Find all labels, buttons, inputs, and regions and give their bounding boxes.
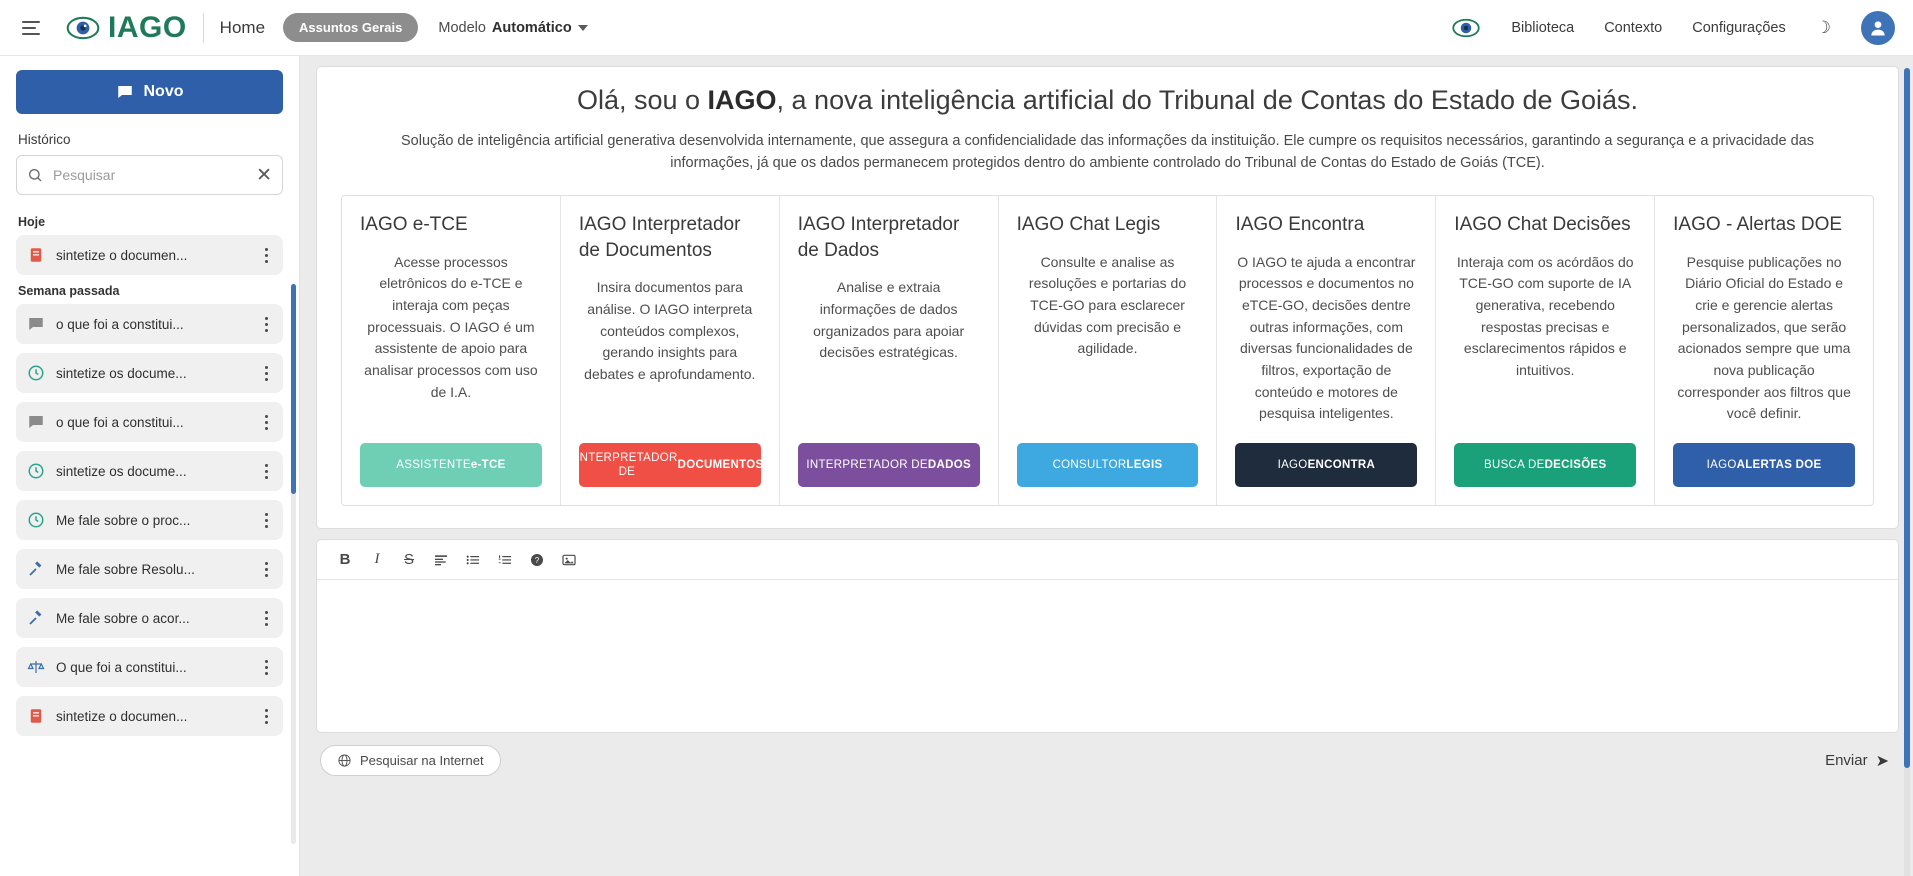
list-item[interactable] [16,696,283,736]
item-menu-icon[interactable] [257,366,275,381]
item-menu-icon[interactable] [257,611,275,626]
document-red-icon [26,706,46,726]
title-pre: Olá, sou o [576,85,708,115]
hero-panel [316,66,1899,529]
list-item[interactable] [16,451,283,491]
card-chat-legis[interactable] [999,196,1218,505]
list-item[interactable] [16,500,283,540]
cta-bold: ENCONTRA [1307,458,1376,471]
eye-icon [66,11,100,45]
hamburger-icon[interactable] [14,11,48,45]
gavel-icon [26,559,46,579]
message-input[interactable] [317,580,1898,732]
history-group-label: Hoje [18,215,46,229]
list-item[interactable] [16,304,283,344]
card-text: Pesquise publicações no Diário Oficial do Estado e crie e gerencie alertas personalizados, que serão acionados sempre que uma nova publicação corresponder aos filtros que você definir. [1677,253,1851,422]
cta-bold: DECISÕES [1544,458,1607,471]
item-menu-icon[interactable] [257,415,275,430]
card-title: IAGO Chat Decisões [1454,213,1631,235]
card-interpretador-dados[interactable] [780,196,999,505]
message-editor [316,539,1899,733]
cta-light: IAGO [1706,458,1737,471]
cta-bold: DADOS [927,458,971,471]
cta-light: INTERPRETADOR DE [576,451,678,479]
body [0,56,1913,876]
list-item[interactable] [16,402,283,442]
user-avatar-icon[interactable] [1861,11,1895,45]
nav-configuracoes[interactable]: Configurações [1692,19,1786,36]
card-cta-button[interactable] [1454,443,1636,487]
brand-logo [66,11,187,45]
hero-description: Solução de inteligência artificial generativa desenvolvida internamente, que assegura a confidencialidade das informações da instituição. Ele cumpre os requisitos necessários, garantindo a segurança e a privacidade das informações, já que os dados permanecem protegidos dentro do ambiente controlado do Tribunal de Contas do Estado de Goiás (TCE). [401,133,1814,172]
eye-icon-secondary[interactable] [1451,13,1481,43]
send-label: Enviar [1825,752,1868,770]
item-menu-icon[interactable] [257,709,275,724]
cta-light: IAGO [1277,458,1308,471]
circle-teal-icon [26,510,46,530]
card-text: Acesse processos eletrônicos do e-TCE e interaja com peças processuais. O IAGO é um assistente de apoio para analisar processos com uso de I.A. [364,253,538,400]
title-post: , a nova inteligência artificial do Tribunal de Contas do Estado de Goiás. [776,85,1639,115]
cta-light: INTERPRETADOR DE [806,458,928,471]
list-item-label: Me fale sobre Resolu... [56,561,195,577]
heading-icon[interactable] [427,546,455,574]
bullet-list-icon[interactable] [459,546,487,574]
new-chat-label: Novo [143,83,184,100]
card-title: IAGO - Alertas DOE [1673,213,1843,235]
item-menu-icon[interactable] [257,248,275,263]
item-menu-icon[interactable] [257,513,275,528]
card-cta-button[interactable] [798,443,980,487]
item-menu-icon[interactable] [257,464,275,479]
list-item-label: sintetize o documen... [56,708,188,724]
card-chat-decisoes[interactable] [1436,196,1655,505]
insert-image-icon[interactable] [555,546,583,574]
card-title: IAGO e-TCE [360,213,468,235]
list-item-label: o que foi a constitui... [56,414,184,430]
card-interpretador-documentos[interactable] [561,196,780,505]
search-icon [27,167,43,183]
model-selector[interactable] [438,20,587,36]
list-item-label: sintetize os docume... [56,365,187,381]
card-title: IAGO Chat Legis [1016,213,1161,235]
sidebar-scrollbar-thumb[interactable] [291,284,296,494]
top-bar [0,0,1913,56]
list-item[interactable] [16,235,283,275]
card-title: IAGO Interpretador de Documentos [578,213,741,261]
cta-light: CONSULTOR [1052,458,1127,471]
list-item[interactable] [16,353,283,393]
moon-icon[interactable]: ☽ [1815,17,1831,37]
card-alertas-doe[interactable] [1655,196,1873,505]
list-item[interactable] [16,549,283,589]
card-cta-button[interactable] [576,443,764,487]
nav-biblioteca[interactable]: Biblioteca [1511,19,1575,36]
help-icon[interactable] [523,546,551,574]
list-item-label: o que foi a constitui... [56,316,184,332]
main-content [300,56,1913,876]
item-menu-icon[interactable] [257,660,275,675]
home-link[interactable]: Home [219,17,266,37]
card-text: Interaja com os acórdãos do TCE-GO com suporte de IA generativa, recebendo respostas precisas e esclarecimentos rápidos e intuitivos. [1456,253,1634,379]
brand-name: IAGO [108,10,187,44]
strikethrough-icon[interactable]: S [403,551,414,569]
editor-toolbar [317,540,1898,580]
model-value: Automático [491,19,572,36]
chat-gray-icon [26,412,46,432]
italic-icon[interactable]: I [374,551,380,568]
card-cta-button[interactable] [360,443,542,487]
top-bar-right [1451,11,1895,45]
cta-light: ASSISTENTE [396,458,471,471]
chat-plus-icon [116,83,134,101]
history-label: Histórico [18,132,71,147]
search-input[interactable] [51,166,248,184]
chevron-down-icon [578,25,588,31]
card-text: Consulte e analise as resoluções e portarias do TCE-GO para esclarecer dúvidas com precisão e agilidade. [1028,253,1187,357]
list-item-label: sintetize os docume... [56,463,187,479]
globe-icon [337,753,352,768]
editor-bottom-row [316,745,1899,776]
card-text: Insira documentos para análise. O IAGO interpreta conteúdos complexos, gerando insights para debates e aprofundamento. [584,279,756,382]
cta-light: BUSCA DE [1484,458,1545,471]
title-brand: IAGO [707,85,777,115]
cta-bold: DOCUMENTOS [677,458,764,471]
card-text: O IAGO te ajuda a encontrar processos e documentos no eTCE-GO, decisões dentre outras informações, com diversas funcionalidades de filtros, exportação de conteúdo e motores de pesquisa inteligentes. [1237,253,1416,422]
card-cta-button[interactable] [1673,443,1855,487]
send-button[interactable] [1825,751,1895,771]
list-item-label: Me fale sobre o acor... [56,610,190,626]
circle-teal-icon [26,363,46,383]
model-label: Modelo [438,19,486,36]
cta-bold: e-TCE [470,458,506,471]
item-menu-icon[interactable] [257,317,275,332]
cta-bold: LEGIS [1126,458,1163,471]
item-menu-icon[interactable] [257,562,275,577]
sidebar-scrollbar[interactable] [291,284,296,844]
new-chat-button[interactable] [16,70,283,114]
sidebar [0,56,300,876]
list-item-label: O que foi a constitui... [56,659,187,675]
circle-teal-icon [26,461,46,481]
card-cta-button[interactable] [1017,443,1199,487]
card-iago-etce[interactable] [342,196,561,505]
search-box[interactable] [16,155,283,195]
page-title [341,85,1874,116]
send-arrow-icon: ➤ [1875,752,1889,770]
card-iago-encontra[interactable] [1217,196,1436,505]
chat-gray-icon [26,314,46,334]
feature-cards [341,195,1874,506]
list-item[interactable] [16,598,283,638]
search-internet-toggle[interactable] [320,745,501,776]
document-red-icon [26,245,46,265]
list-item[interactable] [16,647,283,687]
subject-chip[interactable]: Assuntos Gerais [283,13,418,42]
card-text: Analise e extraia informações de dados organizados para apoiar decisões estratégicas. [813,279,965,361]
main-scrollbar[interactable] [1904,68,1910,876]
list-item-label: Me fale sobre o proc... [56,512,191,528]
gavel-icon [26,608,46,628]
divider [203,13,204,43]
clear-search-icon[interactable]: ✕ [256,164,272,186]
list-item-label: sintetize o documen... [56,247,188,263]
nav-contexto[interactable]: Contexto [1604,19,1663,36]
history-group-label: Semana passada [18,284,120,298]
svg-text:?: ? [534,555,540,565]
history-list [16,207,283,876]
card-title: IAGO Encontra [1235,213,1365,235]
main-scrollbar-thumb[interactable] [1904,68,1910,768]
card-cta-button[interactable] [1235,443,1417,487]
search-internet-label: Pesquisar na Internet [360,753,484,769]
bold-icon[interactable]: B [339,551,351,569]
scales-icon [26,657,46,677]
numbered-list-icon[interactable] [491,546,519,574]
cta-bold: ALERTAS DOE [1736,458,1822,471]
card-title: IAGO Interpretador de Dados [797,213,960,261]
